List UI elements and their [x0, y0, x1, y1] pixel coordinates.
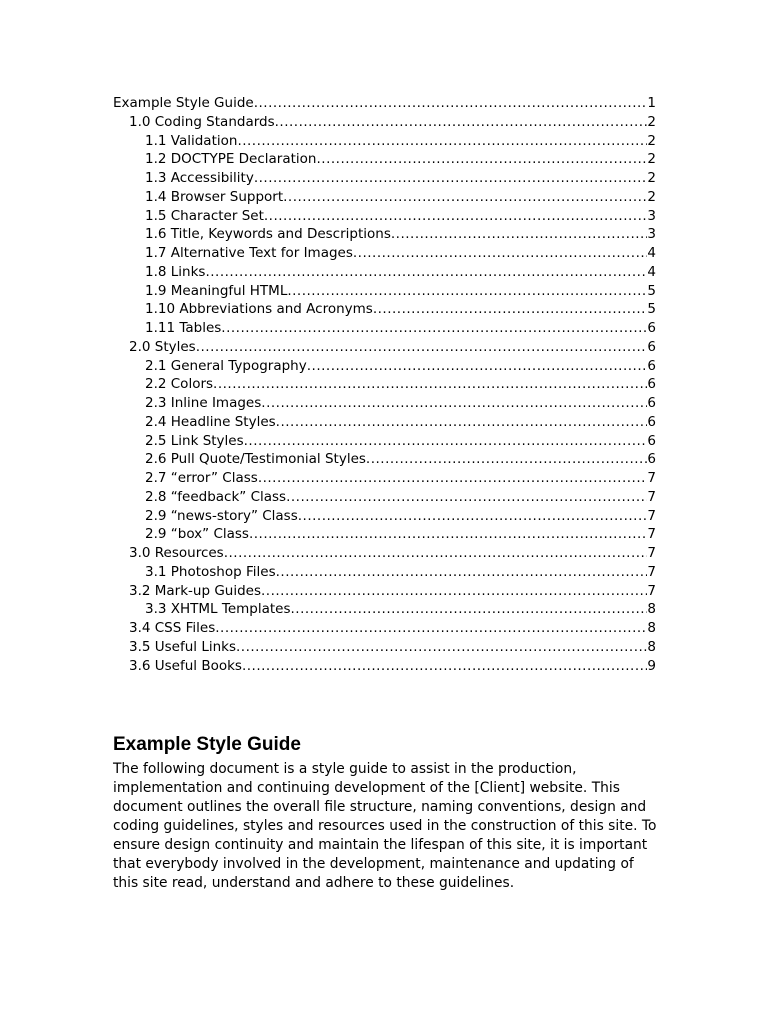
- toc-dot-leader: [298, 507, 647, 526]
- toc-dot-leader: [366, 450, 647, 469]
- intro-paragraph: The following document is a style guide to assist in the production, implementation and continuing development of the [Client] website. This document outlines the overall file structure, naming conventions, design and coding guidelines, styles and resources used in the construction of this site. To ensure design continuity and maintain the lifespan of this site, it is important that everybody involved in the development, maintenance and updating of this site read, understand and adhere to these guidelines.: [113, 761, 657, 891]
- toc-dot-leader: [242, 657, 647, 676]
- toc-entry-page-number: 7: [647, 488, 656, 505]
- toc-entry[interactable]: [113, 619, 656, 638]
- toc-entry[interactable]: [113, 582, 656, 601]
- toc-dot-leader: [205, 263, 647, 282]
- toc-entry-title: 2.7 “error” Class: [145, 470, 258, 486]
- toc-entry-page-number: 5: [647, 301, 656, 318]
- toc-entry-title: 1.9 Meaningful HTML: [145, 282, 288, 299]
- toc-entry-title: 1.8 Links: [145, 263, 206, 280]
- toc-dot-leader: [276, 563, 647, 582]
- toc-entry[interactable]: [113, 357, 656, 376]
- toc-entry[interactable]: [113, 413, 656, 432]
- toc-entry[interactable]: [113, 638, 656, 657]
- toc-entry[interactable]: [113, 244, 656, 263]
- toc-dot-leader: [237, 132, 647, 151]
- toc-entry-title: 3.5 Useful Links: [129, 638, 237, 655]
- toc-entry-title: 1.7 Alternative Text for Images: [145, 245, 353, 261]
- toc-entry-title: 1.5 Character Set: [145, 207, 264, 224]
- toc-dot-leader: [215, 619, 647, 638]
- toc-entry-title: 1.1 Validation: [145, 132, 238, 149]
- toc-dot-leader: [286, 488, 647, 507]
- toc-entry-page-number: 6: [647, 395, 656, 411]
- toc-entry-title: 3.3 XHTML Templates: [145, 601, 291, 618]
- toc-entry[interactable]: [113, 394, 656, 413]
- toc-entry-title: 3.1 Photoshop Files: [145, 563, 276, 580]
- toc-dot-leader: [275, 113, 647, 132]
- toc-entry[interactable]: [113, 338, 656, 357]
- toc-entry-page-number: 8: [647, 620, 656, 636]
- toc-entry-title: 2.0 Styles: [129, 338, 196, 355]
- toc-entry[interactable]: [113, 600, 656, 619]
- toc-entry-title: 2.2 Colors: [145, 376, 214, 393]
- toc-entry-page-number: 2: [647, 188, 656, 205]
- toc-entry-title: 3.0 Resources: [129, 545, 224, 561]
- toc-dot-leader: [213, 375, 647, 394]
- toc-entry-title: 1.4 Browser Support: [145, 188, 284, 205]
- toc-entry-page-number: 1: [647, 95, 656, 111]
- section-heading: Example Style Guide: [113, 734, 301, 755]
- toc-entry[interactable]: [113, 207, 656, 226]
- toc-entry-page-number: 7: [647, 470, 656, 486]
- toc-entry[interactable]: [113, 188, 656, 207]
- toc-entry[interactable]: [113, 132, 656, 151]
- toc-entry-title: 2.4 Headline Styles: [145, 413, 276, 430]
- toc-entry-page-number: 6: [647, 338, 656, 355]
- toc-entry[interactable]: [113, 525, 656, 544]
- toc-dot-leader: [236, 638, 647, 657]
- toc-entry-title: 2.9 “box” Class: [145, 526, 249, 543]
- toc-entry-page-number: 9: [647, 657, 656, 674]
- toc-dot-leader: [287, 282, 647, 301]
- toc-entry-page-number: 6: [647, 413, 656, 430]
- toc-entry-title: 3.4 CSS Files: [129, 620, 216, 636]
- toc-dot-leader: [391, 225, 647, 244]
- toc-dot-leader: [244, 432, 647, 451]
- toc-entry-page-number: 7: [647, 526, 656, 543]
- toc-entry[interactable]: [113, 282, 656, 301]
- toc-entry-page-number: 8: [647, 601, 656, 618]
- toc-entry[interactable]: [113, 544, 656, 563]
- toc-entry-page-number: 7: [647, 545, 656, 561]
- toc-entry-page-number: 3: [647, 207, 656, 224]
- toc-entry[interactable]: [113, 469, 656, 488]
- toc-entry-title: 2.3 Inline Images: [145, 395, 262, 411]
- toc-entry-title: 1.0 Coding Standards: [129, 113, 275, 130]
- toc-dot-leader: [317, 150, 648, 169]
- toc-entry-page-number: 7: [647, 563, 656, 580]
- toc-entry[interactable]: [113, 507, 656, 526]
- toc-dot-leader: [196, 338, 647, 357]
- toc-entry-title: 1.3 Accessibility: [145, 170, 254, 186]
- toc-entry[interactable]: [113, 300, 656, 319]
- toc-entry[interactable]: [113, 657, 656, 676]
- toc-entry[interactable]: [113, 94, 656, 113]
- toc-dot-leader: [261, 394, 647, 413]
- toc-entry-title: 1.10 Abbreviations and Acronyms: [145, 301, 373, 318]
- toc-entry-page-number: 4: [647, 263, 656, 280]
- table-of-contents: [113, 94, 656, 675]
- toc-dot-leader: [291, 600, 647, 619]
- toc-entry-page-number: 2: [647, 132, 656, 149]
- toc-dot-leader: [249, 525, 647, 544]
- toc-entry[interactable]: [113, 225, 656, 244]
- toc-dot-leader: [261, 582, 647, 601]
- toc-entry-page-number: 6: [647, 451, 656, 468]
- toc-entry-page-number: 8: [647, 638, 656, 655]
- toc-entry-title: 1.2 DOCTYPE Declaration: [145, 151, 317, 168]
- toc-entry[interactable]: [113, 150, 656, 169]
- toc-dot-leader: [307, 357, 647, 376]
- toc-entry-page-number: 6: [647, 376, 656, 393]
- toc-entry[interactable]: [113, 319, 656, 338]
- toc-entry[interactable]: [113, 432, 656, 451]
- toc-dot-leader: [264, 207, 647, 226]
- toc-entry-title: 3.2 Mark-up Guides: [129, 582, 262, 599]
- toc-entry-title: 2.9 “news-story” Class: [145, 507, 298, 524]
- toc-dot-leader: [283, 188, 647, 207]
- toc-entry-page-number: 2: [647, 170, 656, 186]
- toc-entry-page-number: 4: [647, 245, 656, 261]
- toc-entry[interactable]: [113, 263, 656, 282]
- toc-entry-title: 2.1 General Typography: [145, 357, 307, 374]
- toc-entry-page-number: 6: [647, 320, 656, 336]
- toc-dot-leader: [258, 469, 647, 488]
- toc-entry-page-number: 3: [647, 226, 656, 243]
- toc-entry-page-number: 2: [647, 113, 656, 130]
- toc-entry-title: 1.6 Title, Keywords and Descriptions: [145, 226, 391, 243]
- toc-entry-title: Example Style Guide: [113, 95, 254, 111]
- toc-dot-leader: [221, 319, 647, 338]
- toc-entry[interactable]: [113, 375, 656, 394]
- toc-dot-leader: [373, 300, 647, 319]
- toc-entry-page-number: 5: [647, 282, 656, 299]
- toc-entry-page-number: 2: [647, 151, 656, 168]
- toc-entry-page-number: 7: [647, 507, 656, 524]
- toc-entry-title: 2.8 “feedback” Class: [145, 488, 287, 505]
- toc-entry[interactable]: [113, 169, 656, 188]
- toc-entry[interactable]: [113, 450, 656, 469]
- toc-entry-page-number: 6: [647, 357, 656, 374]
- toc-entry-title: 2.5 Link Styles: [145, 432, 244, 449]
- toc-entry-title: 2.6 Pull Quote/Testimonial Styles: [145, 451, 366, 468]
- toc-dot-leader: [254, 94, 647, 113]
- toc-dot-leader: [276, 413, 647, 432]
- toc-entry-page-number: 6: [647, 432, 656, 449]
- toc-entry[interactable]: [113, 488, 656, 507]
- toc-entry-page-number: 7: [647, 582, 656, 599]
- toc-dot-leader: [254, 169, 647, 188]
- toc-entry-title: 1.11 Tables: [145, 320, 222, 336]
- toc-dot-leader: [353, 244, 647, 263]
- toc-entry[interactable]: [113, 563, 656, 582]
- toc-entry[interactable]: [113, 113, 656, 132]
- toc-dot-leader: [224, 544, 647, 563]
- toc-entry-title: 3.6 Useful Books: [129, 657, 242, 674]
